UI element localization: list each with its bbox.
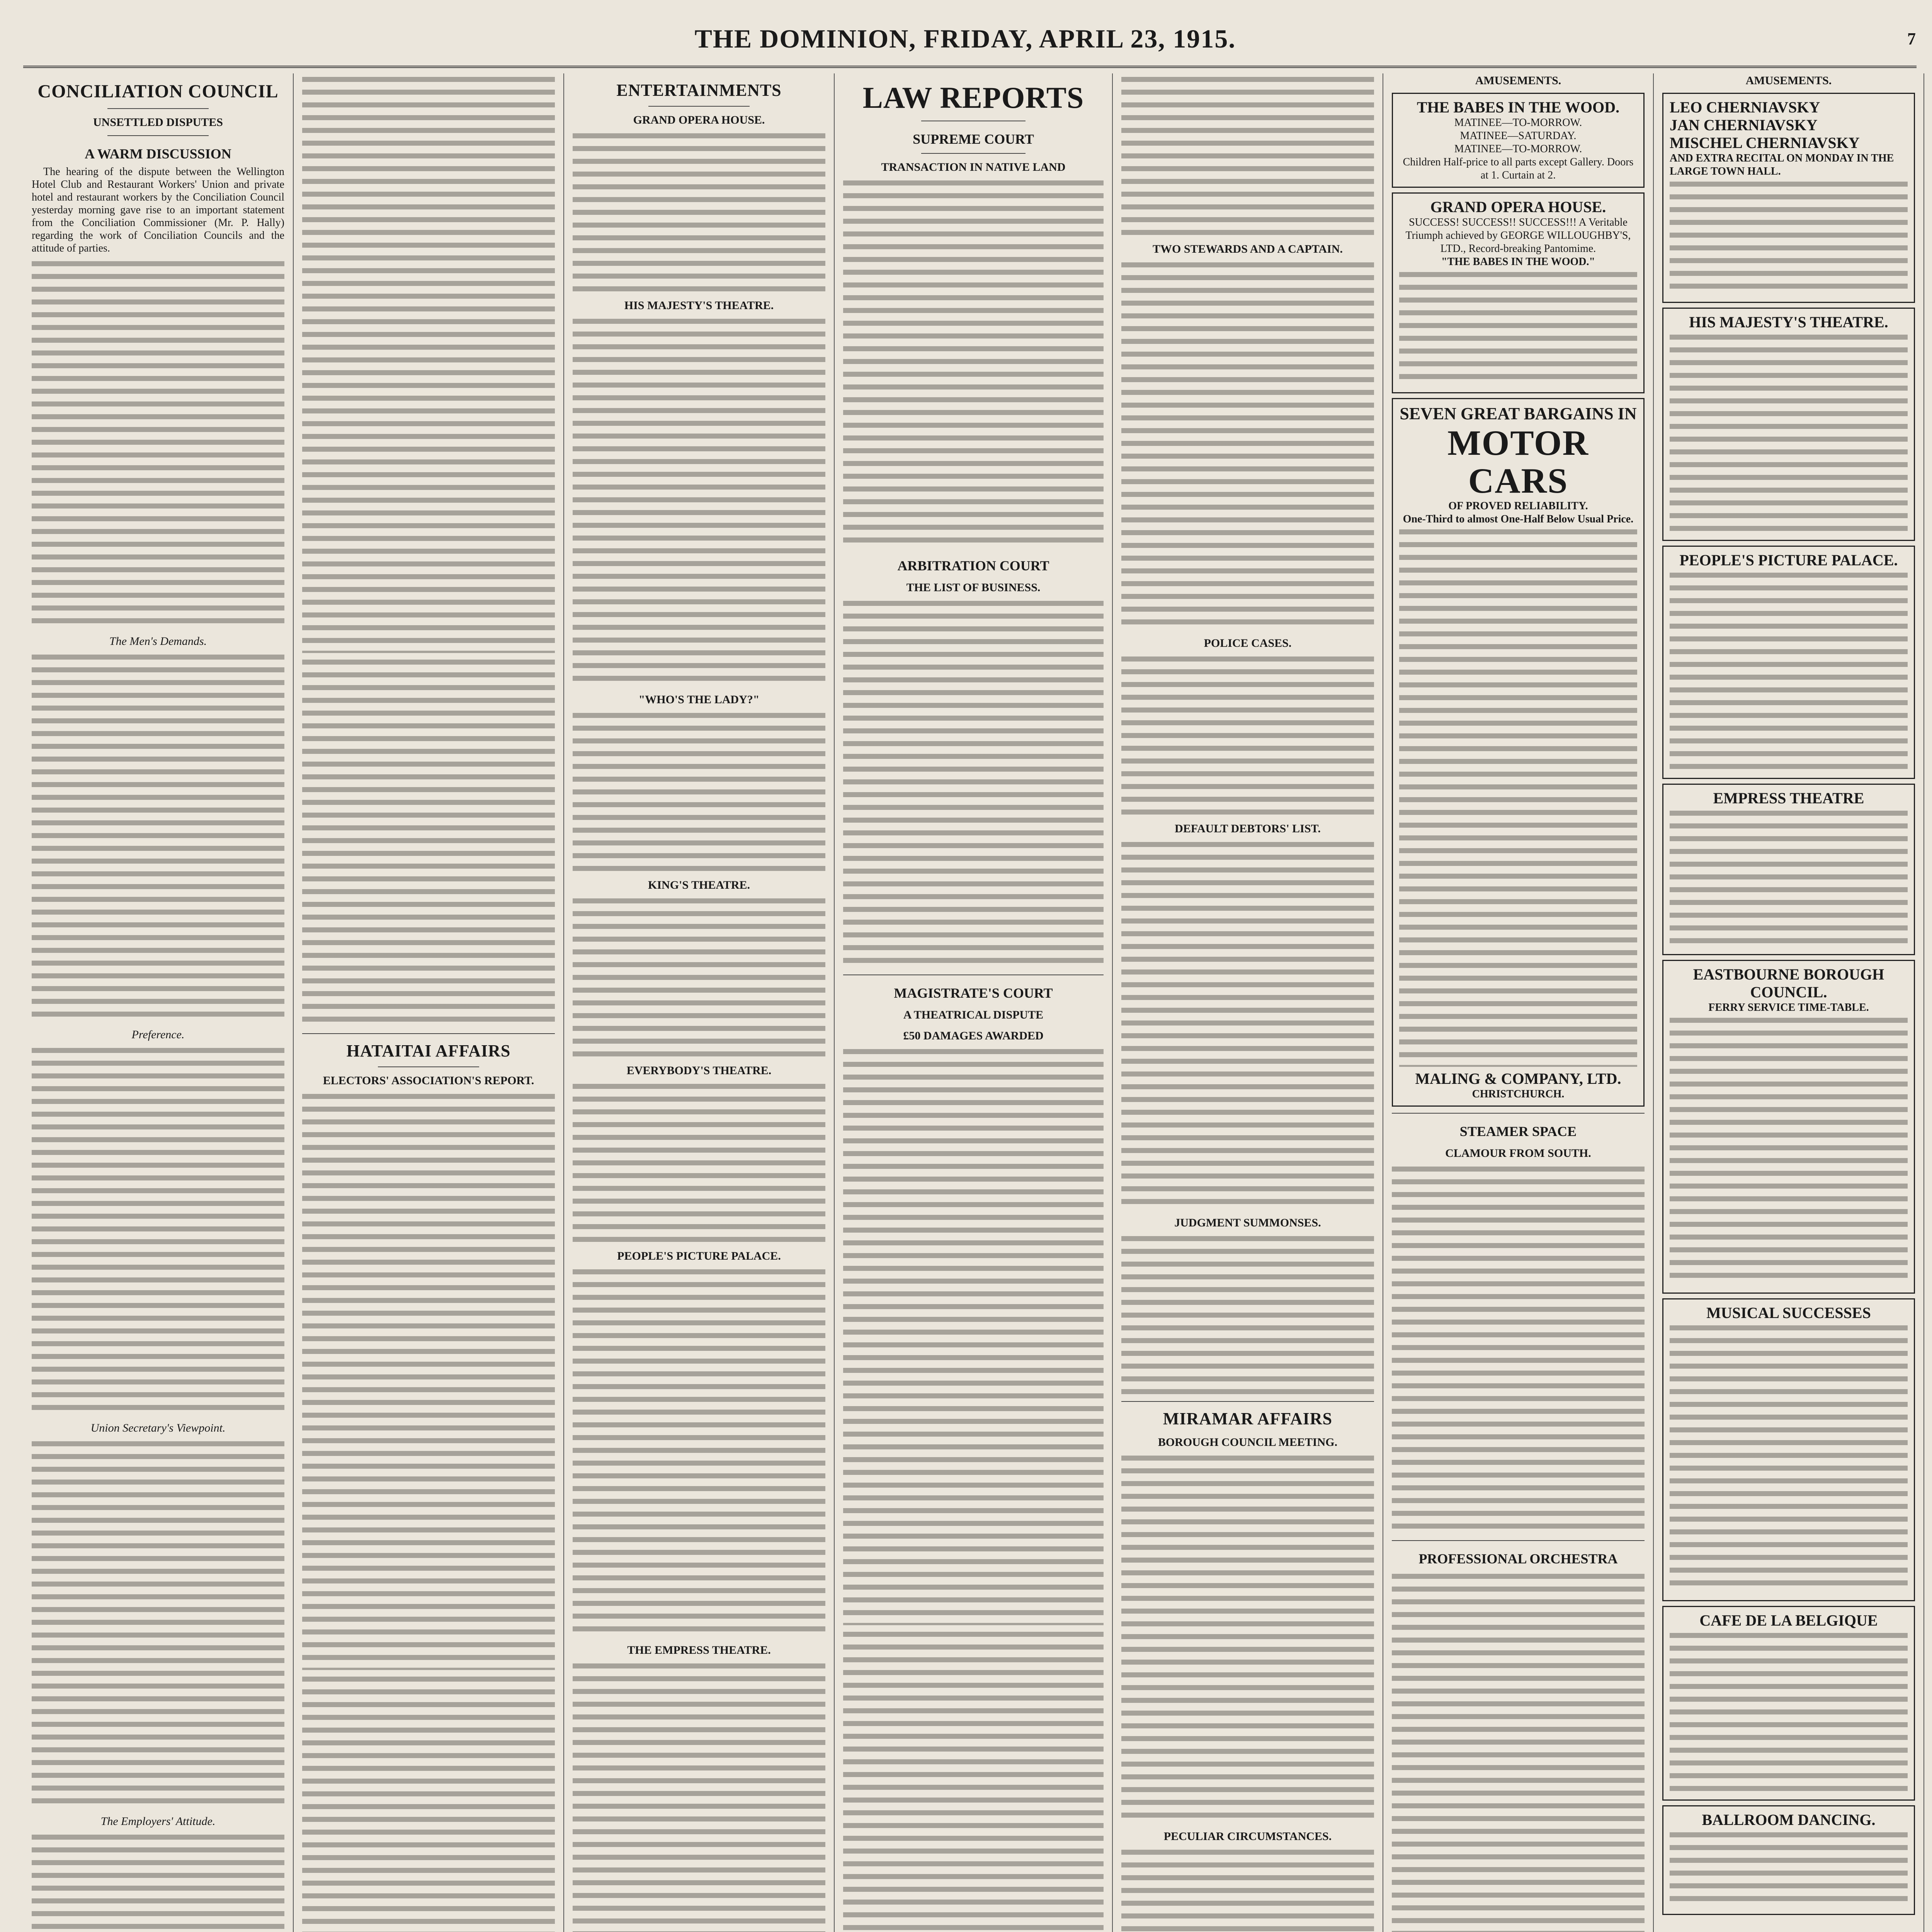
masthead	[23, 15, 1917, 62]
article-body	[1121, 73, 1374, 236]
amusements-header: AMUSEMENTS.	[1475, 74, 1561, 87]
cherniavsky-ad	[1662, 93, 1915, 303]
motor-ad-dealer: MALING & COMPANY, LTD.	[1415, 1070, 1621, 1087]
article-body	[1121, 1846, 1374, 1932]
article-body	[1121, 653, 1374, 815]
ad-body	[1670, 1629, 1908, 1792]
motor-ad-offer: One-Third to almost One-Half Below Usual Price.	[1403, 513, 1634, 525]
article-body	[573, 709, 825, 872]
divider	[648, 106, 750, 107]
ad-body	[1670, 807, 1908, 946]
ad-body	[1670, 331, 1908, 532]
ad-body	[1670, 1014, 1908, 1285]
article-body	[573, 1080, 825, 1243]
article-body	[843, 597, 1104, 968]
article-body	[573, 315, 825, 686]
empress-ad	[1662, 784, 1915, 955]
column-7	[1654, 73, 1924, 1932]
masthead-rule	[23, 66, 1917, 68]
column-2	[294, 73, 564, 1932]
column-1	[23, 73, 294, 1932]
motor-ad-big: MOTOR CARS	[1447, 423, 1589, 500]
divider	[107, 135, 209, 136]
cafe-title: CAFE DE LA BELGIQUE	[1699, 1612, 1878, 1629]
hataitai-headline: HATAITAI AFFAIRS	[346, 1041, 511, 1060]
musical-ad	[1662, 1298, 1915, 1601]
article-body	[32, 258, 284, 629]
column-6	[1383, 73, 1654, 1932]
page-number: 7	[1907, 29, 1917, 48]
article-body	[302, 73, 555, 653]
ent-whos-the-lady: "WHO'S THE LADY?"	[638, 693, 760, 706]
divider	[1392, 1540, 1645, 1541]
ent-peoples: PEOPLE'S PICTURE PALACE.	[617, 1250, 781, 1262]
article-body	[843, 1628, 1104, 1932]
babes-ad-line: MATINEE—TO-MORROW.	[1454, 117, 1582, 129]
ad-body	[1399, 269, 1637, 384]
magistrates-court: MAGISTRATE'S COURT	[894, 985, 1053, 1001]
ballroom-ad	[1662, 1805, 1915, 1915]
divider	[1121, 1401, 1374, 1402]
artist-name: MISCHEL CHERNIAVSKY	[1670, 134, 1860, 151]
default-debtors: DEFAULT DEBTORS' LIST.	[1175, 822, 1321, 835]
article-body	[32, 1831, 284, 1932]
article-body	[573, 130, 825, 292]
ent-empress: THE EMPRESS THEATRE.	[627, 1644, 771, 1656]
ad-body	[1399, 526, 1637, 1067]
conciliation-headline: CONCILIATION COUNCIL	[37, 81, 279, 102]
empress-title: EMPRESS THEATRE	[1713, 789, 1864, 807]
his-majestys-ad	[1662, 308, 1915, 541]
article-intro: The hearing of the dispute between the Wellington Hotel Club and Restaurant Workers' Union and private hotel and restaurant workers by the Conciliation Council yesterday morning gave rise to an important statement from the Conciliation Commissioner (Mr. P. Hally) regarding the work of Conciliation Councils and the attitude of parties.	[32, 166, 284, 254]
divider	[1392, 1113, 1645, 1114]
article-body	[1121, 1452, 1374, 1823]
article-body	[1392, 1570, 1645, 1932]
section-mens-demands: The Men's Demands.	[109, 635, 207, 648]
divider	[107, 108, 209, 109]
article-body	[573, 1660, 825, 1932]
divider	[302, 1033, 555, 1034]
steamer-space: STEAMER SPACE	[1459, 1124, 1577, 1139]
divider	[378, 1066, 479, 1067]
ballroom-title: BALLROOM DANCING.	[1702, 1811, 1876, 1828]
article-body	[1392, 1163, 1645, 1534]
ent-kings: KING'S THEATRE.	[648, 879, 750, 891]
peoples-ad	[1662, 546, 1915, 779]
entertainments-header: ENTERTAINMENTS	[616, 81, 782, 100]
babes-ad	[1392, 93, 1645, 188]
law-reports-header: LAW REPORTS	[862, 81, 1084, 114]
article-body	[1121, 259, 1374, 630]
native-land: TRANSACTION IN NATIVE LAND	[881, 161, 1066, 173]
article-body	[1121, 1233, 1374, 1395]
column-4	[835, 73, 1113, 1932]
divider	[921, 153, 1026, 154]
arbitration-court: ARBITRATION COURT	[897, 558, 1049, 573]
artist-name: LEO CHERNIAVSKY	[1670, 99, 1820, 116]
motor-ad-title: SEVEN GREAT BARGAINS IN	[1400, 404, 1637, 423]
article-body	[573, 895, 825, 1057]
ad-body	[1670, 178, 1908, 294]
article-body	[573, 1266, 825, 1637]
article-body	[32, 651, 284, 1022]
grand-opera-ad-quote: "THE BABES IN THE WOOD."	[1441, 256, 1595, 268]
musical-title: MUSICAL SUCCESSES	[1706, 1304, 1871, 1321]
ent-everybodys: EVERYBODY'S THEATRE.	[626, 1064, 772, 1077]
judgment-summonses: JUDGMENT SUMMONSES.	[1174, 1216, 1321, 1229]
motor-ad-city: CHRISTCHURCH.	[1472, 1088, 1565, 1100]
section-employers-attitude: The Employers' Attitude.	[100, 1815, 216, 1828]
babes-ad-note: Children Half-price to all parts except Gallery. Doors at 1. Curtain at 2.	[1403, 156, 1634, 181]
professional-orchestra: PROFESSIONAL ORCHESTRA	[1418, 1551, 1618, 1566]
article-body	[302, 1090, 555, 1670]
eastbourne-ad	[1662, 960, 1915, 1294]
article-body	[843, 177, 1104, 548]
supreme-court: SUPREME COURT	[913, 131, 1034, 147]
article-body	[302, 656, 555, 1027]
list-of-business: THE LIST OF BUSINESS.	[906, 581, 1041, 594]
cafe-ad	[1662, 1606, 1915, 1801]
eastbourne-sub: FERRY SERVICE TIME-TABLE.	[1708, 1002, 1869, 1014]
article-body	[32, 1044, 284, 1415]
clamour-south: CLAMOUR FROM SOUTH.	[1445, 1147, 1591, 1160]
section-union-secretary: Union Secretary's Viewpoint.	[90, 1422, 226, 1434]
two-stewards: TWO STEWARDS AND A CAPTAIN.	[1152, 243, 1343, 255]
grand-opera-ad-title: GRAND OPERA HOUSE.	[1430, 198, 1606, 216]
damages-awarded: £50 DAMAGES AWARDED	[903, 1029, 1044, 1042]
column-5	[1113, 73, 1383, 1932]
article-body	[843, 1046, 1104, 1625]
grand-opera-ad-body: SUCCESS! SUCCESS!! SUCCESS!!! A Veritable Triumph achieved by GEORGE WILLOUGHBY'S, LTD., Record-breaking Pantomime.	[1405, 216, 1631, 255]
cherniavsky-note: AND EXTRA RECITAL ON MONDAY IN THE LARGE TOWN HALL.	[1670, 152, 1894, 177]
borough-council: BOROUGH COUNCIL MEETING.	[1158, 1436, 1338, 1449]
police-cases: POLICE CASES.	[1204, 637, 1292, 650]
column-3	[564, 73, 835, 1932]
ad-body	[1670, 1322, 1908, 1592]
babes-ad-title: THE BABES IN THE WOOD.	[1417, 99, 1620, 116]
artist-name: JAN CHERNIAVSKY	[1670, 116, 1818, 134]
ad-body	[1670, 569, 1908, 770]
peculiar-circumstances: PECULIAR CIRCUMSTANCES.	[1163, 1830, 1332, 1843]
conciliation-sub2: A WARM DISCUSSION	[85, 146, 231, 162]
miramar-affairs: MIRAMAR AFFAIRS	[1163, 1409, 1333, 1428]
theatrical-dispute: A THEATRICAL DISPUTE	[903, 1009, 1044, 1021]
motor-cars-ad	[1392, 398, 1645, 1107]
his-majestys-title: HIS MAJESTY'S THEATRE.	[1689, 313, 1888, 331]
eastbourne-title: EASTBOURNE BOROUGH COUNCIL.	[1693, 966, 1884, 1001]
article-body	[302, 1673, 555, 1932]
babes-ad-line: MATINEE—SATURDAY.	[1460, 130, 1577, 142]
peoples-title: PEOPLE'S PICTURE PALACE.	[1679, 551, 1898, 569]
article-body	[1121, 838, 1374, 1209]
babes-ad-line: MATINEE—TO-MORROW.	[1454, 143, 1582, 155]
ent-grand-opera: GRAND OPERA HOUSE.	[633, 114, 765, 126]
motor-ad-sub: OF PROVED RELIABILITY.	[1448, 500, 1588, 512]
ad-body	[1670, 1829, 1908, 1906]
conciliation-sub1: UNSETTLED DISPUTES	[93, 116, 223, 129]
amusements-header-2: AMUSEMENTS.	[1745, 74, 1832, 87]
hataitai-sub: ELECTORS' ASSOCIATION'S REPORT.	[323, 1074, 534, 1087]
grand-opera-ad	[1392, 192, 1645, 393]
section-preference: Preference.	[131, 1028, 185, 1041]
ent-his-majestys: HIS MAJESTY'S THEATRE.	[624, 299, 774, 312]
masthead-title: THE DOMINION, FRIDAY, APRIL 23, 1915.	[694, 24, 1236, 53]
article-body	[32, 1438, 284, 1809]
